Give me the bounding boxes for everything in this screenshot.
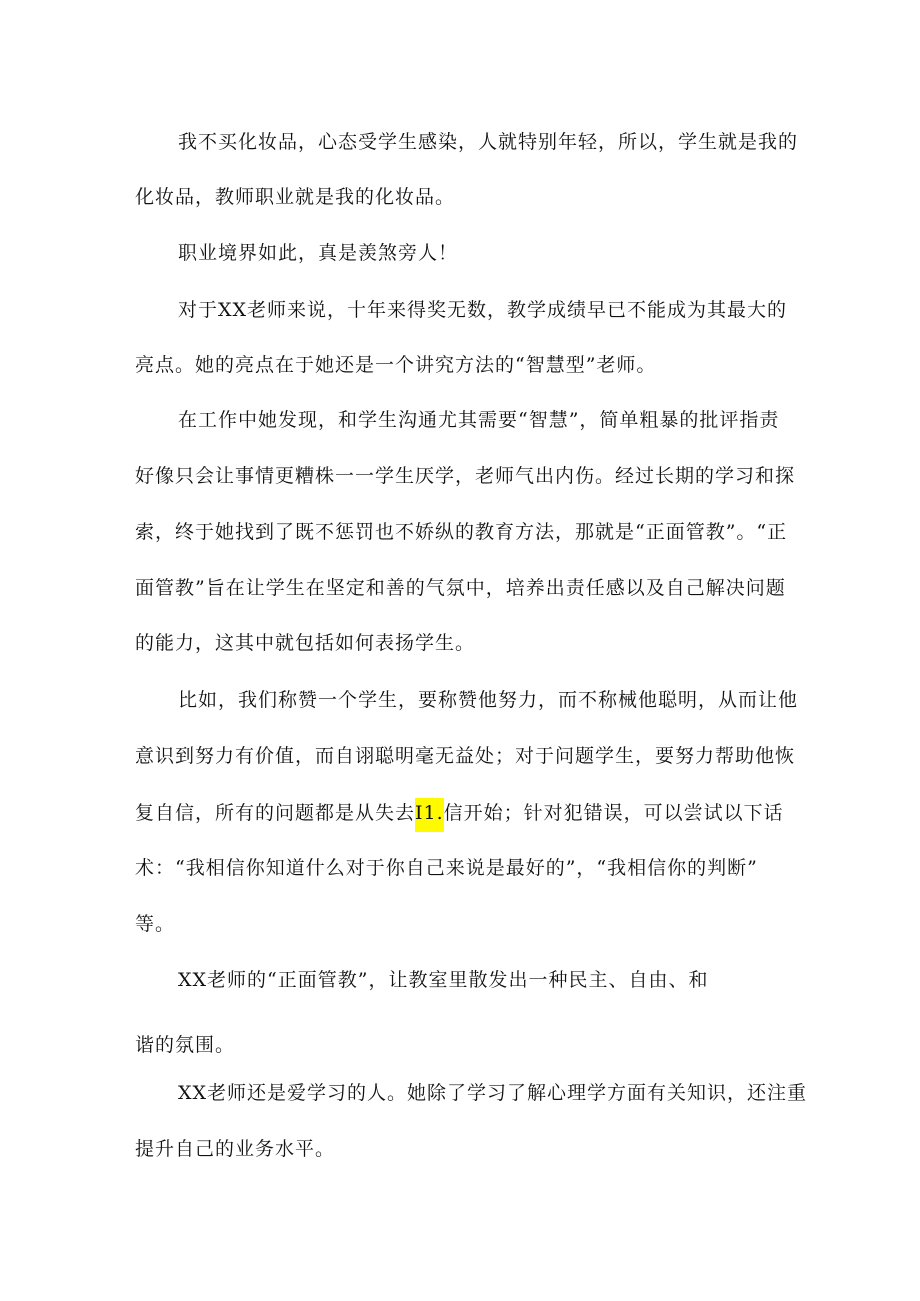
paragraph-3-line-2: 亮点。她的亮点在于她还是一个讲究方法的“智慧型”老师。 [135, 354, 657, 376]
line-text-before-highlight: 复自信，所有的问题都是从失去 [135, 802, 416, 824]
paragraph-6-line-2: 谐的氛围。 [135, 1034, 236, 1056]
paragraph-7-line-2: 提升自己的业务水平。 [135, 1138, 336, 1160]
paragraph-4-line-3: 索，终于她找到了既不惩罚也不娇纵的教育方法，那就是“正面管教”。“正 [135, 521, 788, 543]
paragraph-2-line-1: 职业境界如此，真是羡煞旁人！ [178, 242, 459, 264]
paragraph-5-line-4: 术：“我相信你知道什么对于你自己来说是最好的”，“我相信你的判断” [135, 857, 758, 879]
paragraph-3-line-1: 对于XX老师来说，十年来得奖无数，教学成绩早已不能成为其最大的 [178, 299, 788, 321]
paragraph-4-line-5: 的能力，这其中就包括如何表扬学生。 [135, 632, 476, 654]
highlighted-text: I1. [415, 798, 444, 832]
paragraph-1-line-1: 我不买化妆品，心态受学生感染，人就特别年轻，所以，学生就是我的 [178, 131, 799, 153]
line-text-after-highlight: 信开始；针对犯错误，可以尝试以下话 [443, 802, 784, 824]
paragraph-6-line-1: XX老师的“正面管教”，让教室里散发出一种民主、自由、和 [178, 969, 709, 991]
paragraph-7-line-1: XX老师还是爱学习的人。她除了学习了解心理学方面有关知识，还注重 [178, 1082, 808, 1104]
paragraph-5-line-2: 意识到努力有价值，而自诩聪明毫无益处；对于问题学生，要努力帮助他恢 [135, 745, 796, 767]
paragraph-1-line-2: 化妆品，教师职业就是我的化妆品。 [135, 186, 456, 208]
paragraph-5-line-5: 等。 [135, 913, 176, 935]
paragraph-4-line-1: 在工作中她发现，和学生沟通尤其需要“智慧”，简单粗暴的批评指责 [178, 409, 780, 431]
paragraph-4-line-4: 面管教”旨在让学生在坚定和善的气氛中，培养出责任感以及自己解决问题 [135, 577, 786, 599]
paragraph-5-line-1: 比如，我们称赞一个学生，要称赞他努力，而不称械他聪明，从而让他 [178, 689, 799, 711]
paragraph-5-line-3 [135, 801, 784, 825]
paragraph-4-line-2: 好像只会让事情更糟株一一学生厌学，老师气出内伤。经过长期的学习和探 [135, 465, 796, 487]
